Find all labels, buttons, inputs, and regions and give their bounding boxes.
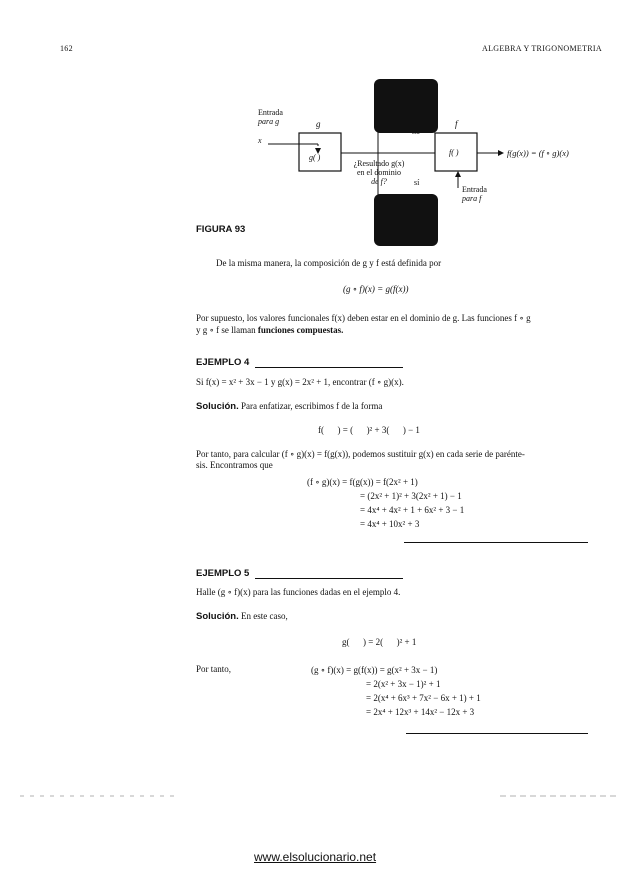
running-title: ALGEBRA Y TRIGONOMETRIA [482,44,602,53]
ejemplo4-eq2: = (2x² + 1)² + 3(2x² + 1) − 1 [360,491,462,501]
ejemplo4-sol-label: Solución. [196,401,239,412]
ejemplo5-sol-label: Solución. [196,611,239,622]
entrada-f-label [462,185,487,203]
question-line-3: de f? [371,177,387,186]
f-box-label: f( ) [449,148,459,157]
ejemplo4-end-rule [404,542,588,543]
ejemplo4-sol-text: Para enfatizar, escribimos f de la forma [238,401,383,411]
ejemplo5-eq1: (g ∘ f)(x) = g(f(x)) = g(x² + 3x − 1) [311,665,438,675]
intro-paragraph-line2 [196,325,343,336]
ejemplo4-para1: Por tanto, para calcular (f ∘ g)(x) = f(g(x)), podemos sustituir g(x) en cada serie de parénte- [196,449,525,459]
g-box-label: g( ) [309,153,321,162]
g-box [299,133,341,171]
para-f-text: para f [462,194,482,203]
x-label: x [258,136,262,145]
ejemplo5-rule [255,578,403,579]
ejemplo4-para2: sis. Encontramos que [196,460,273,470]
question-line-1: ¿Resultado g(x) [353,159,405,168]
page-number: 162 [60,44,73,53]
question-line-2: en el dominio [357,168,401,177]
ejemplo5-form: g( ) = 2( )² + 1 [342,637,417,647]
ejemplo5-statement: Halle (g ∘ f)(x) para las funciones dadas en el ejemplo 4. [196,587,401,597]
g-label: g [316,119,321,129]
question-label [344,159,414,186]
ejemplo5-eq3: = 2(x⁴ + 6x³ + 7x² − 6x + 1) + 1 [366,693,481,703]
footer-link[interactable]: www.elsolucionario.net [254,850,377,864]
ejemplo5-eq4: = 2x⁴ + 12x³ + 14x² − 12x + 3 [366,707,475,717]
ejemplo4-solution [196,401,382,412]
intro-paragraph-line1: Por supuesto, los valores funcionales f(x) deben estar en el dominio de g. Las funciones f ∘ g [196,313,531,323]
dark-shape-top [374,79,438,133]
intro-para-text: y g ∘ f se llaman [196,325,258,335]
intro-formula: (g ∘ f)(x) = g(f(x)) [343,284,409,294]
ejemplo4-form: f( ) = ( )² + 3( ) − 1 [318,425,420,435]
scan-artifacts [0,790,638,802]
intro-line: De la misma manera, la composición de g y f está definida por [216,258,442,268]
ejemplo5-por-tanto: Por tanto, [196,664,231,674]
entrada-g-text: Entrada [258,108,283,117]
composition-output: f(g(x)) = (f ∘ g)(x) [507,148,569,158]
ejemplo4-statement: Si f(x) = x² + 3x − 1 y g(x) = 2x² + 1, encontrar (f ∘ g)(x). [196,377,404,387]
ejemplo5-title: EJEMPLO 5 [196,568,250,579]
si-label: sí [414,178,420,187]
ejemplo4-eq4: = 4x⁴ + 10x² + 3 [360,519,420,529]
intro-para-bold: funciones compuestas. [257,325,344,335]
ejemplo4-title: EJEMPLO 4 [196,357,250,368]
entrada-g-label [258,108,283,126]
ejemplo5-solution [196,611,288,622]
ejemplo4-eq1: (f ∘ g)(x) = f(g(x)) = f(2x² + 1) [307,477,418,487]
ejemplo4-eq3: = 4x⁴ + 4x² + 1 + 6x² + 3 − 1 [360,505,465,515]
ejemplo5-sol-text: En este caso, [238,611,288,621]
no-label: no [412,127,420,136]
ejemplo5-end-rule [406,733,588,734]
ejemplo5-eq2: = 2(x² + 3x − 1)² + 1 [366,679,441,689]
f-label: f [455,119,458,129]
ejemplo4-rule [255,367,403,368]
figure-caption: FIGURA 93 [196,224,246,235]
entrada-f-text: Entrada [462,185,487,194]
dark-shape-bottom [374,194,438,246]
para-g-text: para g [258,117,280,126]
